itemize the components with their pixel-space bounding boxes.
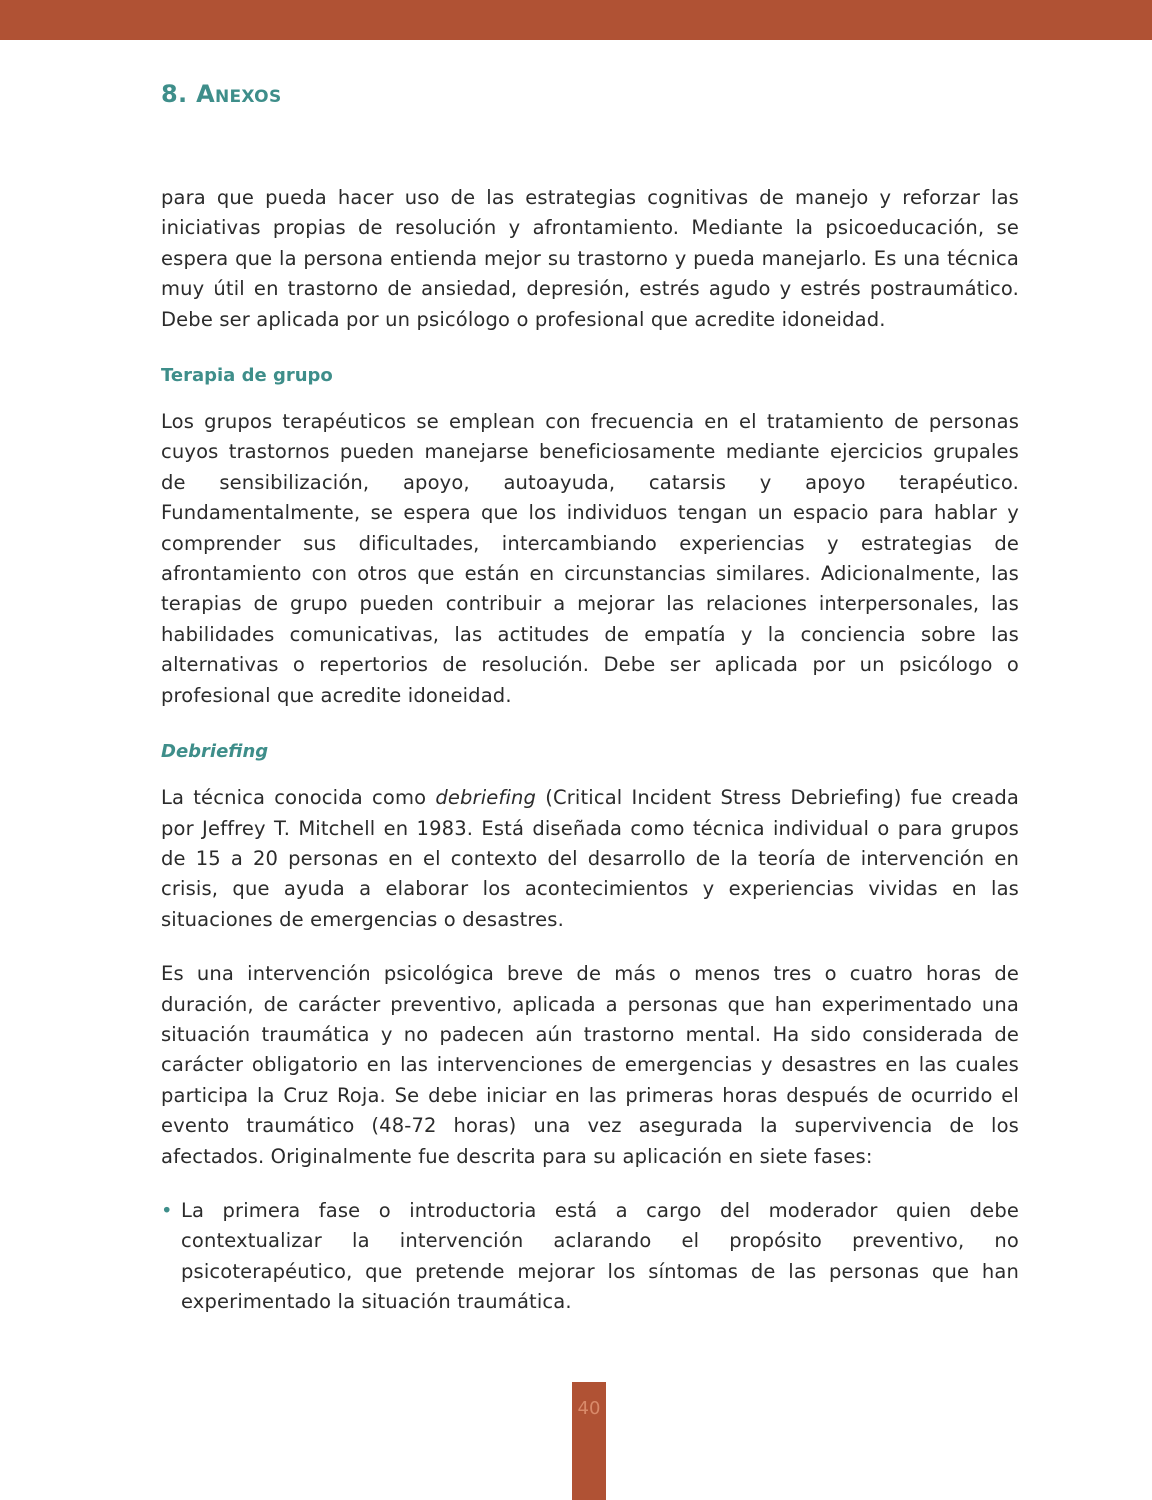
page-content <box>161 183 1019 1318</box>
bullet-text: La primera fase o introductoria está a cargo del moderador quien debe contextualizar la intervención aclarando el propósito preventivo, no psicoterapéutico, que pretende mejorar los síntomas de las personas que han experimentado la situación traumática. <box>181 1198 1019 1314</box>
bullet-dot-icon: • <box>161 1198 173 1222</box>
debriefing-paragraph-2: Es una intervención psicológica breve de más o menos tres o cuatro horas de duración, de carácter preventivo, aplicada a personas que han experimentado una situación traumática y no padecen aún trastorno mental. Ha sido considerada de carácter obligatorio en las intervenciones de emergencias y desastres en las cuales participa la Cruz Roja. Se debe iniciar en las primeras horas después de ocurrido el evento traumático (48-72 horas) una vez asegurada la supervivencia de los afectados. Originalmente fue descrita para su aplicación en siete fases: <box>161 962 1019 1168</box>
page-number: 40 <box>577 1398 601 1419</box>
debriefing-heading: Debriefing <box>161 741 269 763</box>
debriefing-term: debriefing <box>435 786 537 810</box>
intro-paragraph: para que pueda hacer uso de las estrategias cognitivas de manejo y reforzar las iniciativas propias de resolución y afrontamiento. Mediante la psicoeducación, se espera que la persona entienda mejor su trastorno y pueda manejarlo. Es una técnica muy útil en trastorno de ansiedad, depresión, estrés agudo y estrés postraumático. Debe ser aplicada por un psicólogo o profesional que acredite idoneidad. <box>161 186 1019 331</box>
debriefing-paragraph-1 <box>161 783 1019 935</box>
group-therapy-paragraph: Los grupos terapéuticos se emplean con frecuencia en el tratamiento de personas cuyos trastornos pueden manejarse beneficiosamente mediante ejercicios grupales de sensibilización, apoyo, autoayuda, catarsis y apoyo terapéutico. Fundamentalmente, se espera que los individuos tengan un espacio para hablar y comprender sus dificultades, intercambiando experiencias y estrategias de afrontamiento con otros que están en circunstancias similares. Adicionalmente, las terapias de grupo pueden contribuir a mejorar las relaciones interpersonales, las habilidades comunicativas, las actitudes de empatía y la conciencia sobre las alternativas o repertorios de resolución. Debe ser aplicada por un psicólogo o profesional que acredite idoneidad. <box>161 410 1019 707</box>
page-number-tab <box>572 1382 606 1500</box>
group-therapy-heading: Terapia de grupo <box>161 365 333 387</box>
debriefing-p1-after: (Critical Incident Stress Debriefing) fue creada por Jeffrey T. Mitchell en 1983. Está diseñada como técnica individual o para grupos de 15 a 20 personas en el contexto del desarrollo de la teoría de intervención en crisis, que ayuda a elaborar los acontecimientos y experiencias vividas en las situaciones de emergencias o desastres. <box>161 786 1019 931</box>
list-item <box>161 1196 1019 1318</box>
top-accent-bar <box>0 0 1152 40</box>
section-title: 8. Anexos <box>161 80 282 108</box>
debriefing-p1-before: La técnica conocida como <box>161 786 436 810</box>
